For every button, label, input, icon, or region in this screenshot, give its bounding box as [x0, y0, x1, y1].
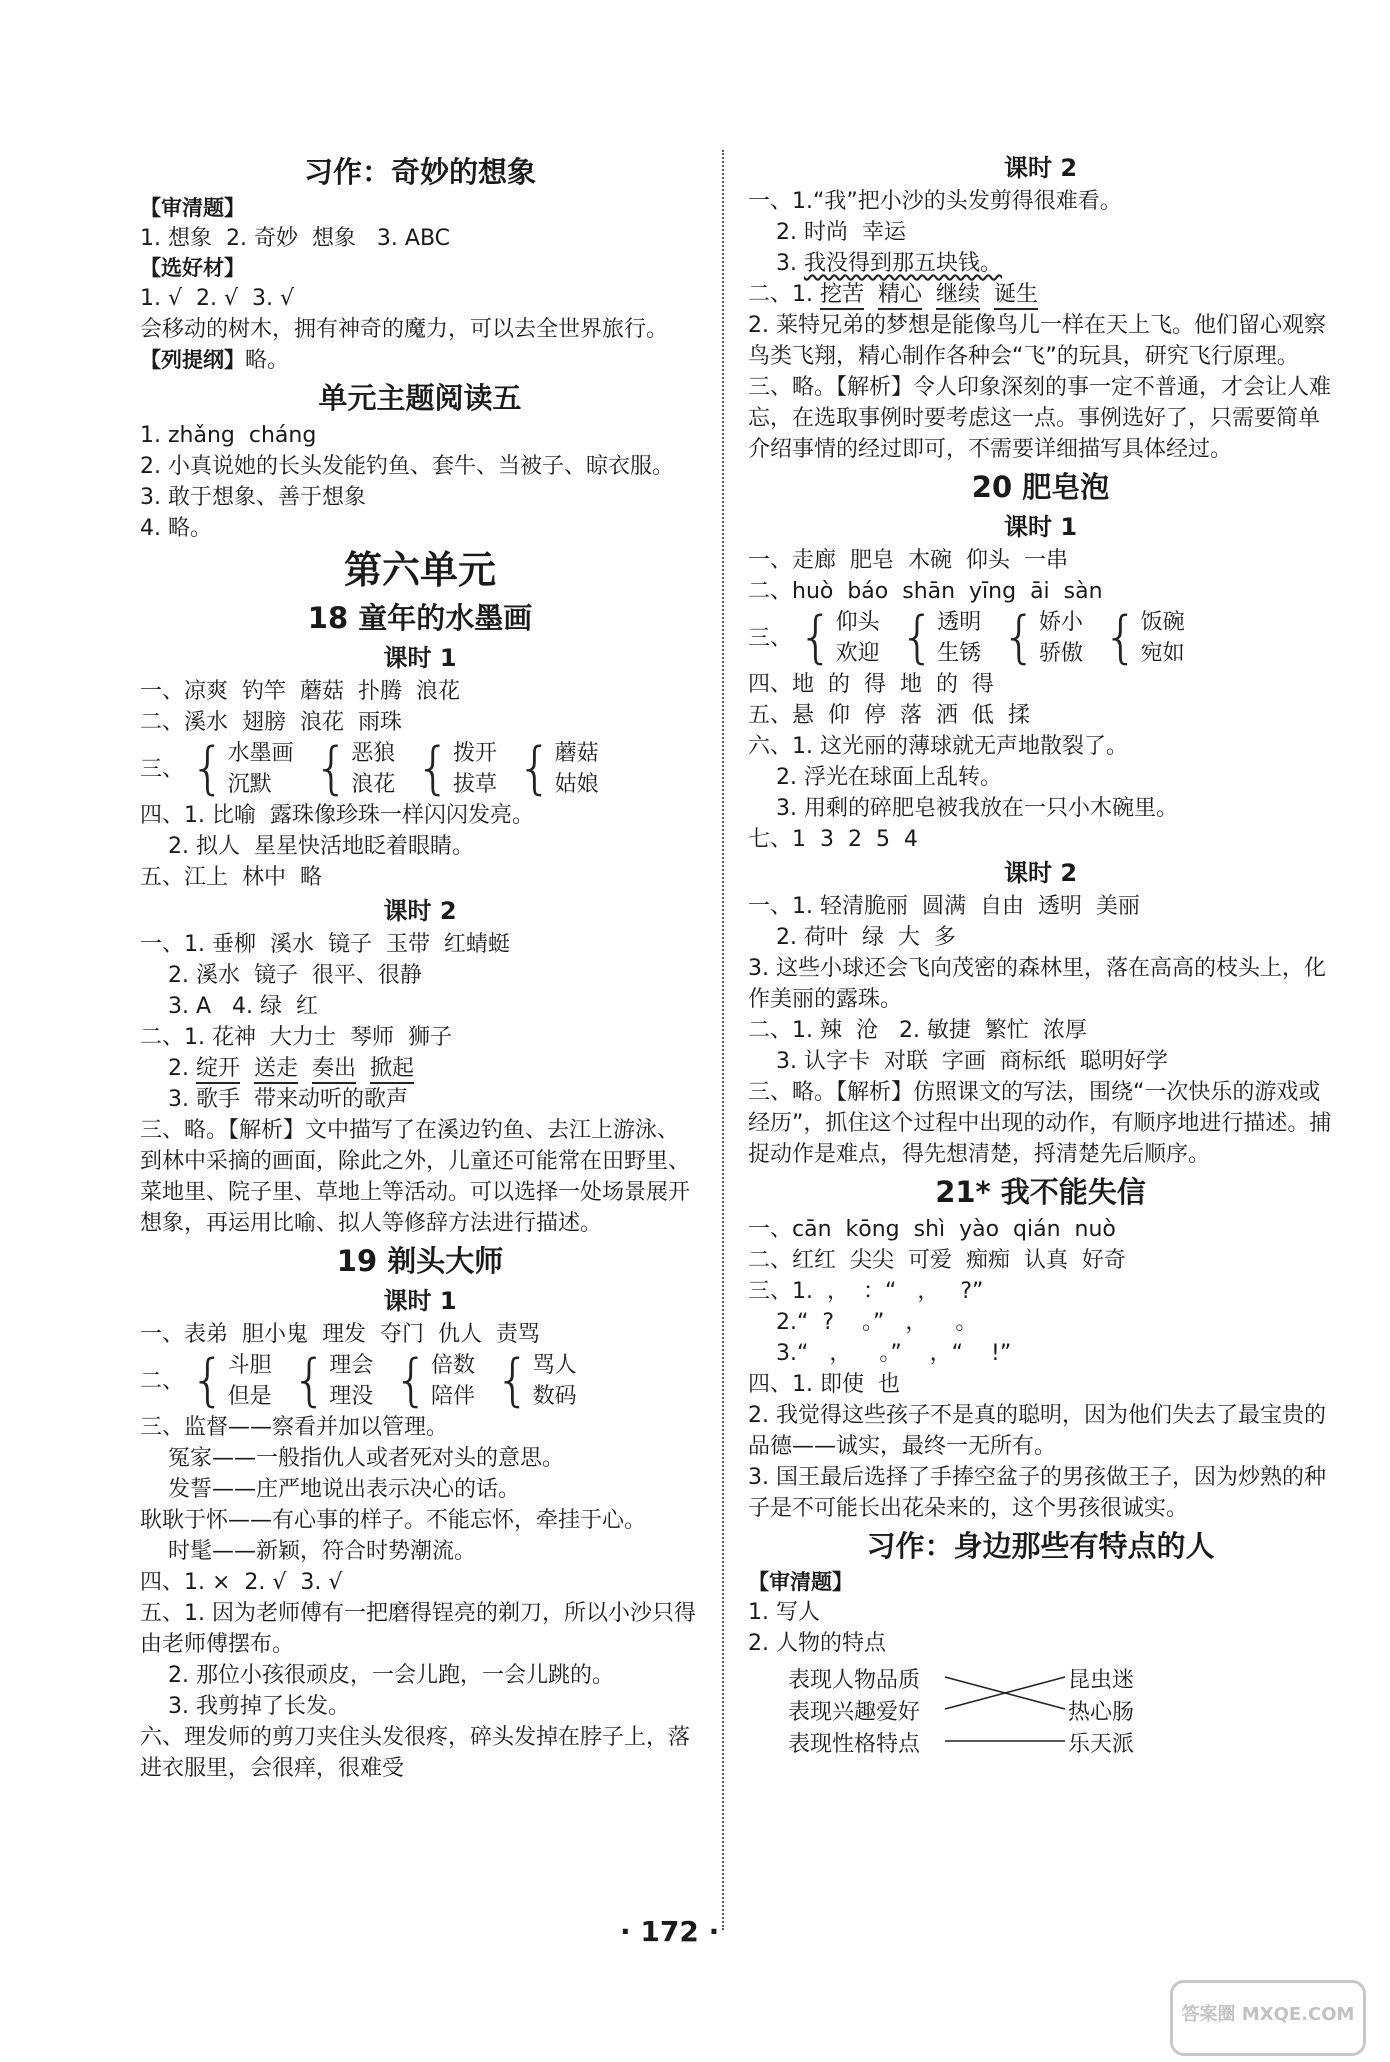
- match-left-item: 表现人物品质: [788, 1668, 921, 1693]
- underlined-word: 挖苦: [820, 282, 864, 310]
- brace-icon: {: [494, 1348, 531, 1413]
- brace-word: 水墨画: [227, 741, 294, 766]
- brace-group-row: 二、 { 斗胆 但是 { 理会 理没 { 倍数 陪伴 { 骂人 数码: [140, 1348, 577, 1413]
- answer-line: 一、1. 垂柳 溪水 镜子 玉带 红蜻蜓: [140, 932, 510, 957]
- lesson-title: 21* 我不能失信: [935, 1175, 1146, 1209]
- answer-line: 时髦——新颖，符合时势潮流。: [140, 1539, 476, 1564]
- answer-line: 六、理发师的剪刀夹住头发很疼，碎头发掉在脖子上，落进衣服里，会很痒，很难受: [140, 1725, 691, 1781]
- brace-pair: [1103, 607, 1185, 669]
- brace-icon: {: [190, 1348, 226, 1413]
- brace-word: 斗胆: [227, 1353, 272, 1378]
- answer-line: 七、1 3 2 5 4: [748, 827, 918, 852]
- brace-word: 恶狼: [351, 741, 396, 766]
- match-left-item: 表现性格特点: [788, 1732, 921, 1757]
- lesson-title: 19 剃头大师: [336, 1244, 504, 1278]
- section-tag: 【选好材】: [140, 256, 245, 280]
- brace-word: 娇小: [1038, 610, 1083, 635]
- underlined-word: 精心: [878, 282, 922, 310]
- answer-line: 一、表弟 胆小鬼 理发 夺门 仇人 责骂: [140, 1322, 540, 1347]
- right-column: [748, 150, 1333, 1769]
- brace-word: 欢迎: [835, 641, 880, 666]
- brace-word: 拔草: [452, 772, 497, 797]
- answer-line: 三、监督——察看并加以管理。: [140, 1415, 449, 1440]
- brace-pair: [190, 1350, 272, 1412]
- answer-line: 3. A 4. 绿 红: [140, 994, 318, 1019]
- brace-icon: {: [516, 736, 553, 801]
- period-title: 课时 1: [383, 1287, 457, 1315]
- answer-line: 五、1. 因为老师傅有一把磨得锃亮的剃刀，所以小沙只得由老师傅摆布。: [140, 1601, 696, 1657]
- section-tag: 【审清题】: [748, 1570, 853, 1594]
- answer-line: 2. 小真说她的长头发能钓鱼、套牛、当被子、晾衣服。: [140, 454, 674, 479]
- brace-pair: [900, 607, 982, 669]
- section-tag: 【列提纲】: [140, 348, 245, 372]
- brace-word: 拨开: [452, 741, 497, 766]
- brace-icon: {: [1001, 605, 1037, 670]
- brace-pair: [314, 738, 396, 800]
- section-title: 习作：奇妙的想象: [303, 155, 536, 189]
- answer-line: 3. 这些小球还会飞向茂密的森林里，落在高高的枝头上，化作美丽的露珠。: [748, 956, 1326, 1012]
- answer-line: 一、1. 轻清脆丽 圆满 自由 透明 美丽: [748, 894, 1140, 919]
- answer-line: 2. 溪水 镜子 很平、很静: [140, 963, 422, 988]
- brace-word: 浪花: [351, 772, 396, 797]
- answer-line: 1. zhǎng cháng: [140, 423, 317, 448]
- brace-word: 沉默: [227, 772, 272, 797]
- brace-word: 姑娘: [554, 772, 599, 797]
- brace-word: 生锈: [937, 641, 982, 666]
- answer-line: 一、cān kōng shì yào qián nuò: [748, 1217, 1116, 1242]
- section-title: 单元主题阅读五: [318, 381, 522, 415]
- answer-line: 一、凉爽 钓竿 蘑菇 扑腾 浪花: [140, 679, 460, 704]
- answer-line: 一、1.“我”把小沙的头发剪得很难看。: [748, 189, 1122, 214]
- answer-line: 4. 略。: [140, 516, 212, 541]
- answer-line: 3. 国王最后选择了手捧空盆子的男孩做王子，因为炒熟的种子是不可能长出花朵来的，这个男孩很诚实。: [748, 1465, 1326, 1521]
- period-title: 课时 2: [1003, 154, 1078, 182]
- brace-pair: [495, 1350, 577, 1412]
- answer-line: 2. 拟人 星星快活地眨着眼睛。: [140, 834, 474, 859]
- brace-icon: {: [899, 605, 936, 670]
- match-left-item: 表现兴趣爱好: [788, 1700, 921, 1725]
- brace-word: 宛如: [1140, 641, 1185, 666]
- match-right-item: 热心肠: [1068, 1700, 1135, 1725]
- brace-word: 骂人: [532, 1353, 577, 1378]
- answer-line: 3. 歌手 带来动听的歌声: [140, 1087, 408, 1112]
- underlined-word: 送走: [254, 1056, 298, 1084]
- brace-icon: {: [313, 736, 350, 801]
- brace-word: 数码: [532, 1384, 577, 1409]
- answer-line: 2. 时尚 幸运: [748, 220, 906, 245]
- answer-line: 3.“ ， 。” ，“ !”: [748, 1341, 1012, 1366]
- answer-line: 二、溪水 翅膀 浪花 雨珠: [140, 710, 402, 735]
- brace-icon: {: [393, 1348, 429, 1413]
- answer-line: 四、1. 比喻 露珠像珍珠一样闪闪发亮。: [140, 803, 534, 828]
- section-tag: 【审清题】: [140, 196, 245, 220]
- unit-title: 第六单元: [343, 547, 496, 592]
- answer-line: 三、1. ， ：“ ， ?”: [748, 1279, 984, 1304]
- brace-word: 仰头: [835, 610, 880, 635]
- answer-line: 1. 想象 2. 奇妙 想象 3. ABC: [140, 226, 451, 251]
- brace-icon: {: [291, 1348, 328, 1413]
- match-lines: [943, 1659, 1068, 1769]
- brace-icon: {: [1102, 605, 1139, 670]
- brace-word: 饭碗: [1140, 610, 1185, 635]
- match-right-item: 昆虫迷: [1068, 1668, 1135, 1693]
- answer-line: 二、huò báo shān yīng āi sàn: [748, 579, 1103, 604]
- brace-pair: [292, 1350, 374, 1412]
- left-column: [140, 150, 700, 1784]
- underlined-word: 继续: [936, 282, 980, 310]
- brace-pair: [798, 607, 880, 669]
- answer-line: 四、1. × 2. √ 3. √: [140, 1570, 343, 1595]
- wavy-underlined-text: 我没得到那五块钱。: [803, 251, 1002, 276]
- period-title: 课时 1: [1003, 513, 1078, 541]
- answer-line: 五、悬 仰 停 落 洒 低 揉: [748, 703, 1030, 728]
- brace-word: 骄傲: [1038, 641, 1083, 666]
- brace-word: 但是: [227, 1384, 272, 1409]
- answer-paragraph: 三、略。【解析】仿照课文的写法，围绕“一次快乐的游戏或经历”，抓住这个过程中出现的动作，有顺序地进行描述。捕捉动作是难点，得先想清楚，捋清楚先后顺序。: [748, 1080, 1332, 1167]
- answer-line: 3. 我剪掉了长发。: [140, 1694, 350, 1719]
- wavy-line: 3. 我没得到那五块钱。: [748, 251, 1002, 276]
- answer-line: 3. 用剩的碎肥皂被我放在一只小木碗里。: [748, 796, 1178, 821]
- answer-line: 发誓——庄严地说出表示决心的话。: [140, 1477, 520, 1502]
- answer-line: 2.“ ? 。” ， 。: [748, 1310, 978, 1335]
- answer-line: 耿耿于怀——有心事的样子。不能忘怀，牵挂于心。: [140, 1508, 647, 1533]
- lesson-title: 20 肥皂泡: [971, 470, 1110, 504]
- answer-line: 二、1. 辣 沧 2. 敏捷 繁忙 浓厚: [748, 1018, 1087, 1043]
- answer-paragraph: 三、略。【解析】文中描写了在溪边钓鱼、去江上游泳、到林中采摘的画面，除此之外，儿童还可能常在田野里、菜地里、院子里、草地上等活动。可以选择一处场景展开想象，再运用比喻、拟人等修辞方法进行描述。: [140, 1118, 691, 1236]
- answer-line: 一、走廊 肥皂 木碗 仰头 一串: [748, 548, 1068, 573]
- brace-icon: {: [798, 605, 834, 670]
- brace-group-row: 三、 { 仰头 欢迎 { 透明 生锈 { 娇小 骄傲 { 饭碗 宛如: [748, 605, 1185, 670]
- answer-line: 冤家——一般指仇人或者死对头的意思。: [140, 1446, 564, 1471]
- page-number: · 172 ·: [620, 1915, 720, 1948]
- section-title: 习作：身边那些有特点的人: [866, 1529, 1215, 1563]
- period-title: 课时 1: [383, 644, 457, 672]
- underlined-words-line: 二、1. 挖苦 精心 继续 诞生: [748, 279, 1333, 310]
- answer-line: 2. 我觉得这些孩子不是真的聪明，因为他们失去了最宝贵的品德——诚实，最终一无所有。: [748, 1403, 1326, 1459]
- matching-diagram: [748, 1659, 1333, 1769]
- underlined-word: 诞生: [994, 282, 1038, 310]
- brace-word: 理没: [329, 1384, 374, 1409]
- answer-line: 2. 浮光在球面上乱转。: [748, 765, 1002, 790]
- lesson-title: 18 童年的水墨画: [307, 601, 533, 635]
- period-title: 课时 2: [1003, 859, 1078, 887]
- underlined-words-line: 2. 绽开 送走 奏出 掀起: [140, 1053, 700, 1084]
- period-title: 课时 2: [383, 897, 457, 925]
- answer-line: 2. 荷叶 绿 大 多: [748, 925, 956, 950]
- underlined-word: 绽开: [196, 1056, 240, 1084]
- underlined-word: 掀起: [370, 1056, 414, 1084]
- brace-icon: {: [415, 736, 451, 801]
- brace-word: 理会: [329, 1353, 374, 1378]
- answer-line: 六、1. 这光丽的薄球就无声地散裂了。: [748, 734, 1128, 759]
- answer-paragraph: 三、略。【解析】令人印象深刻的事一定不普通，才会让人难忘，在选取事例时要考虑这一点。事例选好了，只需要简单介绍事情的经过即可，不需要详细描写具体经过。: [748, 375, 1332, 462]
- answer-line: 1. √ 2. √ 3. √: [140, 286, 294, 311]
- brace-word: 蘑菇: [554, 741, 599, 766]
- answer-line: 1. 写人: [748, 1600, 820, 1625]
- brace-word: 透明: [937, 610, 982, 635]
- watermark-logo: 答案圈 MXQE.COM: [1170, 1980, 1366, 2056]
- answer-line: 四、地 的 得 地 的 得: [748, 672, 994, 697]
- brace-word: 陪伴: [430, 1384, 475, 1409]
- answer-text: 略。: [245, 348, 290, 373]
- answer-line: 五、江上 林中 略: [140, 865, 322, 890]
- answer-line: 3. 敢于想象、善于想象: [140, 485, 366, 510]
- answer-line: 2. 人物的特点: [748, 1631, 886, 1656]
- underlined-word: 奏出: [312, 1056, 356, 1084]
- match-right-item: 乐天派: [1068, 1732, 1135, 1757]
- answer-line: 四、1. 即使 也: [748, 1372, 900, 1397]
- answer-line: 2. 那位小孩很顽皮，一会儿跑，一会儿跳的。: [140, 1663, 614, 1688]
- answer-paragraph: 2. 莱特兄弟的梦想是能像鸟儿一样在天上飞。他们留心观察鸟类飞翔，精心制作各种会“飞”的玩具，研究飞行原理。: [748, 313, 1326, 369]
- answer-line: 二、1. 花神 大力士 琴师 狮子: [140, 1025, 452, 1050]
- answer-line: 3. 认字卡 对联 字画 商标纸 聪明好学: [748, 1049, 1168, 1074]
- brace-pair: [517, 738, 599, 800]
- brace-group-row: 三、 { 水墨画 沉默 { 恶狼 浪花 { 拨开 拔草 { 蘑菇 姑娘: [140, 736, 599, 801]
- column-divider: [722, 150, 724, 1930]
- brace-pair: [415, 738, 497, 800]
- brace-pair: [393, 1350, 475, 1412]
- brace-pair: [190, 738, 294, 800]
- brace-icon: {: [190, 736, 226, 801]
- answer-line: 二、红红 尖尖 可爱 痴痴 认真 好奇: [748, 1248, 1126, 1273]
- brace-word: 倍数: [430, 1353, 475, 1378]
- answer-line: 会移动的树木，拥有神奇的魔力，可以去全世界旅行。: [140, 317, 669, 342]
- brace-pair: [1001, 607, 1083, 669]
